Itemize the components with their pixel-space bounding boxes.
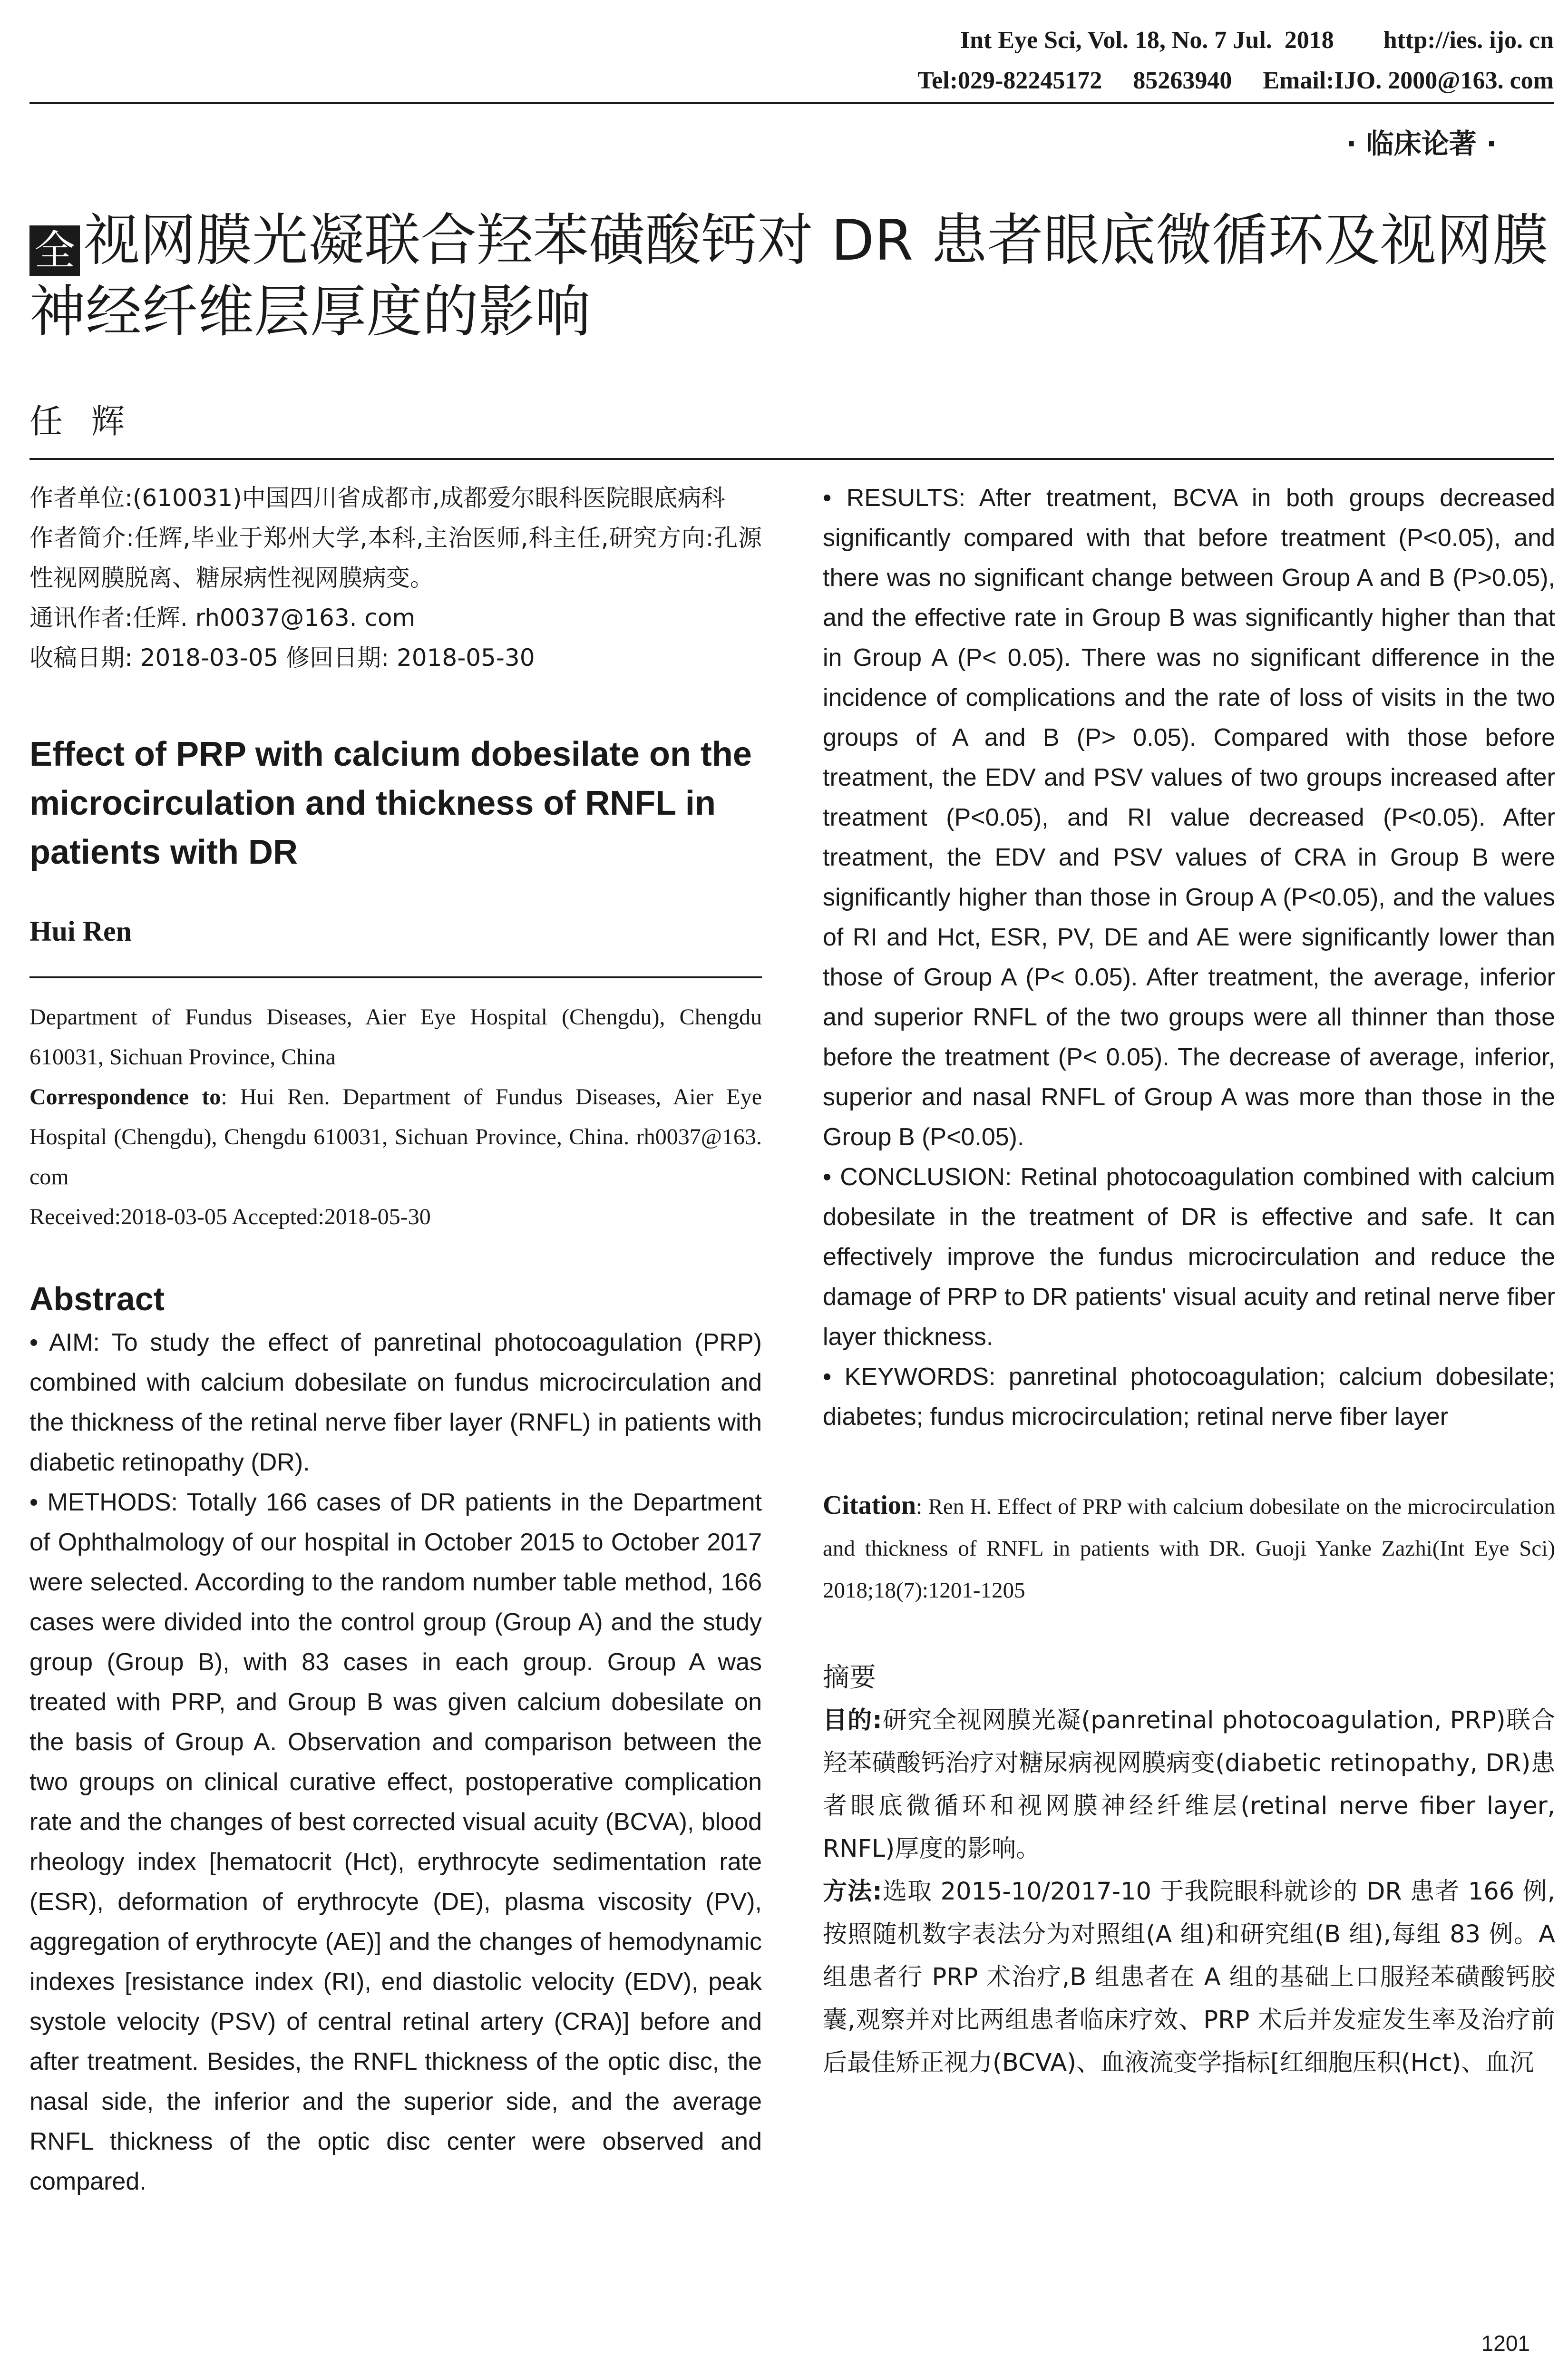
- abstract-results: • RESULTS: After treatment, BCVA in both groups decreased significantly compared with that before treatment (P<0.05), and there was no significant change between Group A and B (P>0.05), and the effective rate in Group B was significantly higher than that in Group A (P< 0.05). There was no significant difference in the incidence of complications and the rate of loss of visits in the two groups of A and B (P> 0.05). Compared with those before treatment, the EDV and PSV values of two groups increased after treatment (P<0.05), and RI value decreased (P<0.05). After treatment, the EDV and PSV values of CRA in Group B were significantly higher than those in Group A (P<0.05), and the values of RI and Hct, ESR, PV, DE and AE were significantly lower than those of Group A (P< 0.05). After treatment, the average, inferior and superior RNFL of the two groups were all thinner than those before the treatment (P< 0.05). The decrease of average, inferior, superior and nasal RNFL of Group A was more than those in the Group B (P<0.05).: [823, 484, 1555, 1151]
- zh-abstract-methods: [823, 1870, 1555, 2085]
- correspondence-text: : Hui Ren. Department of Fundus Diseases, Aier Eye Hospital (Chengdu), Chengdu 610031, Sichuan Province, China. rh0037@163. com: [29, 1084, 762, 1189]
- affiliation-en: Department of Fundus Diseases, Aier Eye Hospital (Chengdu), Chengdu 610031, Sichuan Province, China: [29, 1004, 762, 1070]
- author-affiliation-cn: 作者单位:(610031)中国四川省成都市,成都爱尔眼科医院眼底病科: [29, 484, 725, 512]
- dates-en: Received:2018-03-05 Accepted:2018-05-30: [29, 1204, 431, 1229]
- abstract-keywords: • KEYWORDS: panretinal photocoagulation; calcium dobesilate; diabetes; fundus microcirculation; retinal nerve fiber layer: [823, 1363, 1555, 1431]
- correspondence-cn: 通讯作者:任辉. rh0037@163. com: [29, 604, 416, 632]
- citation-label: Citation: [823, 1490, 916, 1520]
- article-title-text: 视网膜光凝联合羟苯磺酸钙对 DR 患者眼底微循环及视网膜神经纤维层厚度的影响: [29, 207, 1549, 344]
- zh-abstract-heading: 摘要: [823, 1662, 876, 1693]
- dates-cn: 收稿日期: 2018-03-05 修回日期: 2018-05-30: [29, 644, 535, 672]
- zh-methods-text: 选取 2015-10/2017-10 于我院眼科就诊的 DR 患者 166 例,按照随机数字表法分为对照组(A 组)和研究组(B 组),每组 83 例。A 组患者行 PRP 术治疗,B 组患者在 A 组的基础上口服羟苯磺酸钙胶囊,观察并对比两组患者临床疗效、PRP 术后并发症发生率及治疗前后最佳矫正视力(BCVA)、血液流变学指标[红细胞压积(Hct)、血沉: [823, 1878, 1555, 2077]
- article-category: · 临床论著 ·: [1346, 127, 1497, 160]
- correspondence-label: Correspondence to: [29, 1084, 221, 1110]
- english-title: Effect of PRP with calcium dobesilate on the microcirculation and thickness of RNFL in patients with DR: [29, 735, 752, 871]
- full-text-badge: 全: [29, 225, 80, 276]
- abstract-methods: • METHODS: Totally 166 cases of DR patients in the Department of Ophthalmology of our hospital in October 2015 to October 2017 were selected. According to the random number table method, 166 cases were divided into the control group (Group A) and the study group (Group B), with 83 cases in each group. Group A was treated with PRP, and Group B was given calcium dobesilate on the basis of Group A. Observation and comparison between the two groups on clinical curative effect, postoperative complication rate and the changes of best corrected visual acuity (BCVA), blood rheology index [hematocrit (Hct), erythrocyte sedimentation rate (ESR), deformation of erythrocyte (DE), plasma viscosity (PV), aggregation of erythrocyte (AE)] and the changes of hemodynamic indexes [resistance index (RI), end diastolic velocity (EDV), peak systole velocity (PSV) of central retinal artery (CRA)] before and after treatment. Besides, the RNFL thickness of the optic disc, the nasal side, the inferior and the superior side, and the average RNFL thickness of the optic disc center were observed and compared.: [29, 1489, 762, 2195]
- abstract-aim: • AIM: To study the effect of panretinal photocoagulation (PRP) combined with calcium dobesilate on fundus microcirculation and the thickness of the retinal nerve fiber layer (RNFL) in patients with diabetic retinopathy (DR).: [29, 1329, 762, 1476]
- abstract-conclusion: • CONCLUSION: Retinal photocoagulation combined with calcium dobesilate in the treatment of DR is effective and safe. It can effectively improve the fundus microcirculation and reduce the damage of PRP to DR patients' visual acuity and retinal nerve fiber layer thickness.: [823, 1163, 1555, 1351]
- journal-header-line2: Tel:029-82245172 85263940 Email:IJO. 2000@163. com: [917, 67, 1554, 94]
- left-column: [29, 478, 762, 2202]
- author-bio-cn: 作者简介:任辉,毕业于郑州大学,本科,主治医师,科主任,研究方向:孔源性视网膜脱离、糖尿病性视网膜病变。: [29, 524, 762, 592]
- article-title: [29, 205, 1556, 347]
- header-rule: [29, 102, 1554, 104]
- author-rule: [29, 976, 762, 978]
- journal-header-line1: Int Eye Sci, Vol. 18, No. 7 Jul. 2018 http://ies. ijo. cn: [960, 27, 1554, 54]
- author-name-cn: 任辉: [29, 402, 153, 441]
- correspondence-en: [29, 1077, 762, 1197]
- citation: [823, 1484, 1555, 1611]
- abstract-heading: Abstract: [29, 1280, 165, 1317]
- zh-methods-label: 方法:: [823, 1878, 882, 1906]
- zh-aim-label: 目的:: [823, 1706, 882, 1734]
- title-rule: [29, 458, 1554, 460]
- citation-text: : Ren H. Effect of PRP with calcium dobesilate on the microcirculation and thickness of RNFL in patients with DR. Guoji Yanke Zazhi(Int Eye Sci) 2018;18(7):1201-1205: [823, 1494, 1555, 1603]
- zh-abstract-aim: [823, 1699, 1555, 1870]
- english-author: Hui Ren: [29, 916, 132, 947]
- zh-aim-text: 研究全视网膜光凝(panretinal photocoagulation, PRP)联合羟苯磺酸钙治疗对糖尿病视网膜病变(diabetic retinopathy, DR)患者眼底微循环和视网膜神经纤维层(retinal nerve fiber layer, RNFL)厚度的影响。: [823, 1706, 1555, 1863]
- right-column: [823, 478, 1555, 2085]
- page-number: 1201: [1481, 2331, 1530, 2356]
